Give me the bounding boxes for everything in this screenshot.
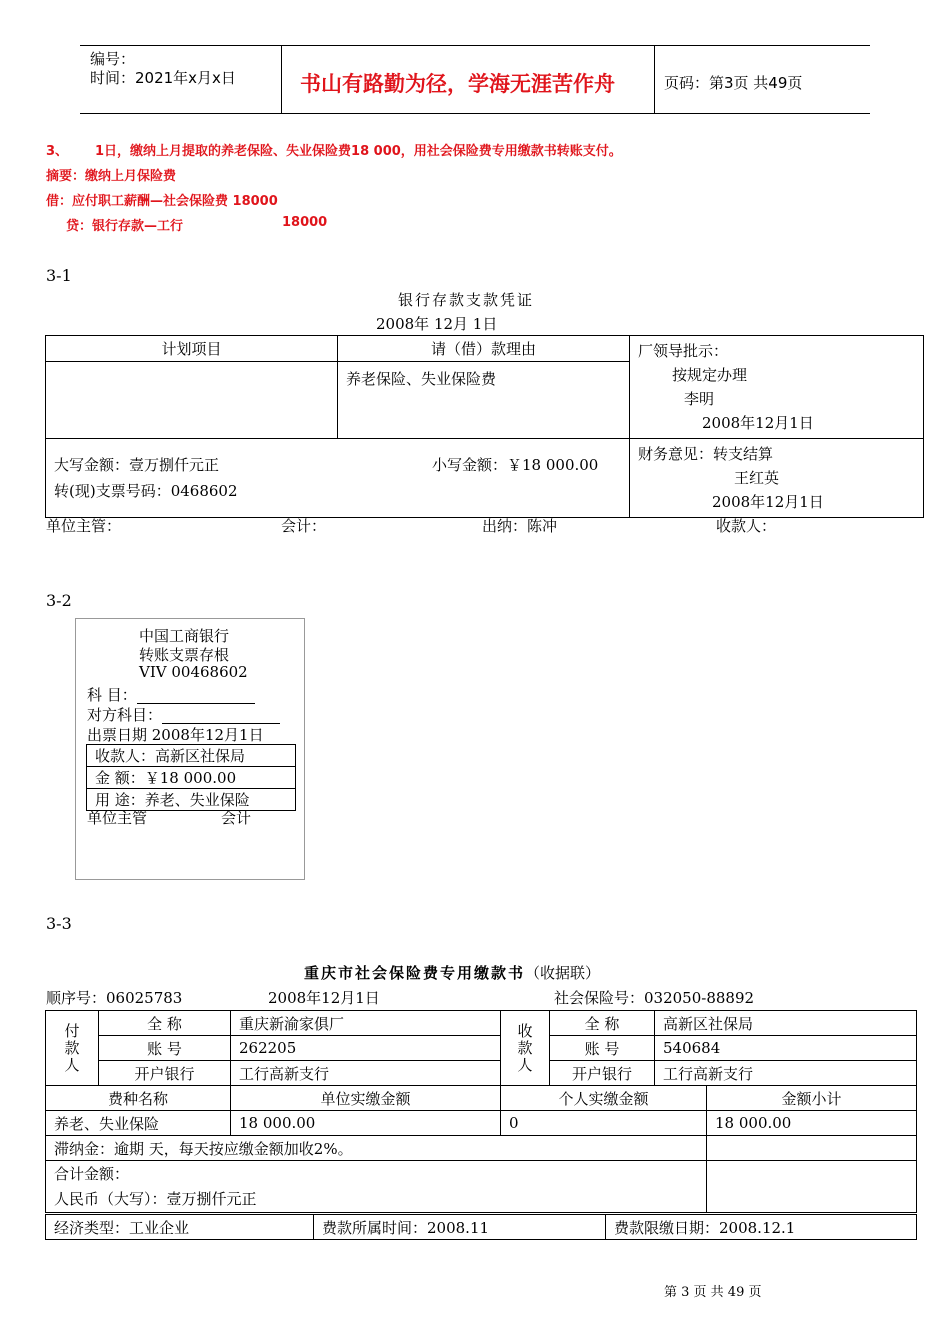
stub-counter-subject-line	[162, 709, 280, 724]
stub-subject-label: 科 目：	[87, 686, 137, 704]
stub-number: VIV 00468602	[139, 663, 248, 681]
insurance-row-subtotal: 18 000.00	[707, 1111, 917, 1136]
insurance-fee-period: 费款所属时间：2008.11	[314, 1215, 606, 1240]
entry-summary: 摘要：缴纳上月保险费	[46, 169, 177, 184]
voucher-check-number: 转(现)支票号码：0468602	[54, 482, 238, 500]
voucher-date: 2008年 12月 1日	[376, 315, 498, 333]
voucher-plan-value	[46, 362, 338, 439]
stub-detail-table	[86, 744, 296, 811]
insurance-payee-field-account: 账 号	[550, 1036, 655, 1061]
insurance-seq: 顺序号：06025783	[46, 989, 183, 1007]
stub-purpose: 用 途：养老、失业保险	[87, 789, 296, 811]
voucher-reason-value: 养老保险、失业保险费	[338, 362, 630, 439]
insurance-col-subtotal: 金额小计	[707, 1086, 917, 1111]
voucher-title: 银行存款支款凭证	[398, 291, 535, 309]
voucher-col-plan: 计划项目	[46, 336, 338, 362]
stub-subject-line	[137, 689, 255, 704]
voucher-label: 3-1	[46, 266, 72, 285]
insurance-payer-field-name: 全 称	[99, 1011, 231, 1036]
header-time: 时间：2021年x月x日	[90, 69, 236, 87]
stub-subject	[87, 684, 255, 705]
insurance-econ-type: 经济类型：工业企业	[46, 1215, 314, 1240]
voucher-col-reason: 请（借）款理由	[338, 336, 630, 362]
stub-payee: 收款人：高新区社保局	[87, 745, 296, 767]
voucher-finance-opinion: 财务意见：转支结算	[638, 445, 774, 463]
insurance-row-personal-amount: 0	[501, 1111, 707, 1136]
stub-amount: 金 额：￥18 000.00	[87, 767, 296, 789]
insurance-payer-label: 付款人	[46, 1011, 99, 1086]
insurance-date: 2008年12月1日	[268, 989, 380, 1007]
stub-accountant: 会计	[221, 809, 252, 827]
insurance-payer-bank: 工行高新支行	[231, 1061, 501, 1086]
voucher-approval-date: 2008年12月1日	[702, 414, 814, 432]
insurance-bottom-table	[45, 1214, 917, 1240]
voucher-footer-supervisor: 单位主管：	[46, 517, 122, 535]
insurance-row-unit-amount: 18 000.00	[231, 1111, 501, 1136]
insurance-label: 3-3	[46, 914, 72, 933]
insurance-row-fee-type: 养老、失业保险	[46, 1111, 231, 1136]
insurance-payee-name: 高新区社保局	[655, 1011, 917, 1036]
insurance-total-words: 人民币（大写）：壹万捌仟元正	[54, 1189, 257, 1208]
insurance-payer-field-bank: 开户银行	[99, 1061, 231, 1086]
insurance-table	[45, 1010, 917, 1213]
stub-title: 转账支票存根	[139, 646, 230, 664]
insurance-payee-account: 540684	[655, 1036, 917, 1061]
entry-credit-amount: 18000	[282, 215, 328, 230]
stub-counter-subject-label: 对方科目：	[87, 706, 163, 724]
voucher-table	[45, 335, 924, 518]
insurance-col-fee-type: 费种名称	[46, 1086, 231, 1111]
insurance-payer-name: 重庆新渝家俱厂	[231, 1011, 501, 1036]
voucher-finance-date: 2008年12月1日	[712, 493, 824, 511]
voucher-approval-cell	[630, 336, 924, 439]
header-page: 页码：第3页 共49页	[664, 74, 803, 92]
stub-label: 3-2	[46, 591, 72, 610]
header-bottom-rule	[80, 113, 870, 114]
voucher-approval-text: 按规定办理	[672, 366, 748, 384]
header-divider-right	[654, 45, 655, 113]
stub-bank: 中国工商银行	[139, 627, 230, 645]
entry-credit-account: 贷：银行存款—工行	[66, 219, 184, 234]
insurance-deadline: 费款限缴日期：2008.12.1	[606, 1215, 917, 1240]
insurance-late-fee-amount	[707, 1136, 917, 1161]
entry-number: 3、	[46, 144, 69, 159]
insurance-heading	[304, 962, 600, 983]
voucher-amount-cell	[46, 439, 630, 518]
insurance-payer-account: 262205	[231, 1036, 501, 1061]
entry-debit: 借：应付职工薪酬—社会保险费 18000	[46, 194, 278, 209]
header-divider-left	[281, 45, 282, 113]
header-top-rule	[80, 45, 870, 46]
stub-supervisor: 单位主管	[87, 809, 148, 827]
voucher-footer-cashier: 出纳：陈冲	[482, 517, 558, 535]
page-footer: 第 3 页 共 49 页	[664, 1285, 762, 1300]
insurance-late-fee: 滞纳金：逾期 天，每天按应缴金额加收2%。	[46, 1136, 707, 1161]
insurance-title: 重庆市社会保险费专用缴款书	[304, 964, 526, 982]
insurance-number: 社会保险号：032050-88892	[554, 989, 755, 1007]
voucher-approval-title: 厂领导批示：	[638, 342, 729, 360]
entry-description: 1日，缴纳上月提取的养老保险、失业保险费18 000，用社会保险费专用缴款书转账支付。	[95, 144, 622, 159]
insurance-payee-field-bank: 开户银行	[550, 1061, 655, 1086]
insurance-copy-type: （收据联）	[525, 964, 601, 982]
stub-counter-subject	[87, 704, 280, 725]
insurance-payee-bank: 工行高新支行	[655, 1061, 917, 1086]
voucher-finance-name: 王红英	[734, 469, 780, 487]
voucher-amount-figures: 小写金额：￥18 000.00	[432, 456, 599, 474]
header-number: 编号：	[90, 50, 136, 68]
insurance-col-personal-amount: 个人实缴金额	[501, 1086, 707, 1111]
insurance-total-amount	[707, 1161, 917, 1213]
voucher-amount-words: 大写金额：壹万捌仟元正	[54, 456, 220, 474]
header-motto: 书山有路勤为径，学海无涯苦作舟	[300, 72, 615, 96]
insurance-payee-field-name: 全 称	[550, 1011, 655, 1036]
stub-issue-date: 出票日期 2008年12月1日	[87, 726, 264, 744]
voucher-footer-payee: 收款人：	[716, 517, 777, 535]
insurance-total-label: 合计金额：	[54, 1164, 130, 1183]
insurance-total-cell	[46, 1161, 707, 1213]
insurance-payer-field-account: 账 号	[99, 1036, 231, 1061]
voucher-finance-cell	[630, 439, 924, 518]
insurance-payee-label: 收款人	[501, 1011, 550, 1086]
insurance-col-unit-amount: 单位实缴金额	[231, 1086, 501, 1111]
voucher-footer-accountant: 会计：	[281, 517, 327, 535]
voucher-approval-name: 李明	[684, 390, 715, 408]
